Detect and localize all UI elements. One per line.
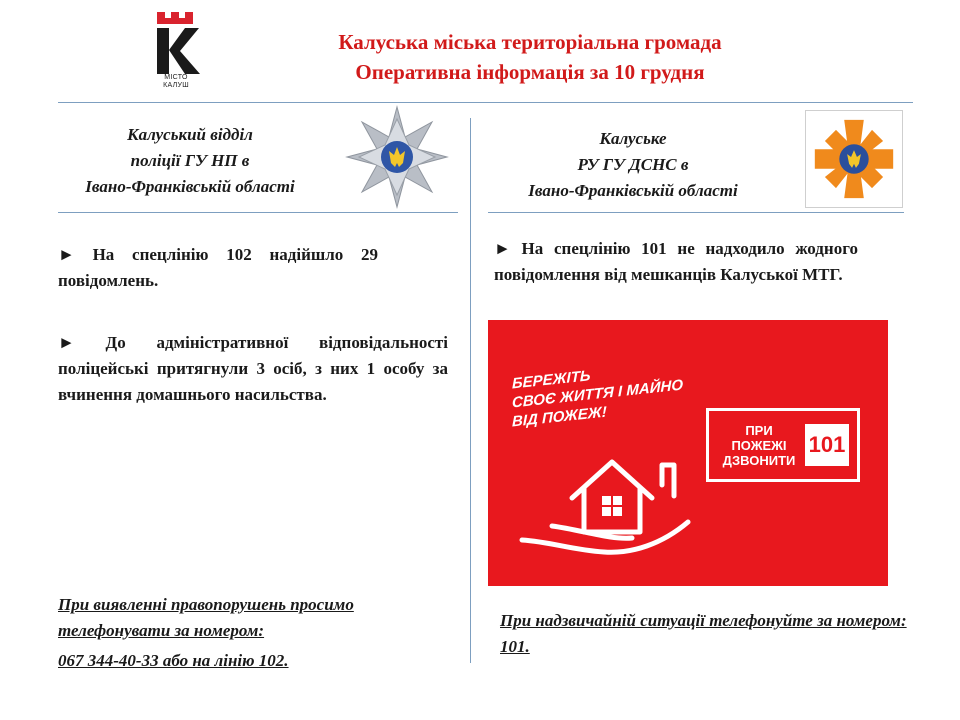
dsns-org-name: Калуське РУ ГУ ДСНС в Івано-Франківській області [528,129,738,200]
dsns-calls-info: ► На спецлінію 101 не надходило жодного повідомлення від мешканців Калуської МТГ. [494,239,858,284]
poster-call-box [706,408,860,482]
column-divider [470,118,471,663]
police-org-name: Калуський відділ поліції ГУ НП в Івано-Франківській області [85,125,295,196]
house-in-hand-icon [512,440,702,560]
poster-emergency-number: 101 [805,424,849,466]
poster-slogan: БЕРЕЖІТЬ СВОЄ ЖИТТЯ І МАЙНО ВІД ПОЖЕЖ! [512,367,683,431]
police-calls-info: ► На спецлінію 102 надійшло 29 повідомлень. [58,245,378,290]
poster-call-text: ПРИ ПОЖЕЖІ ДЗВОНИТИ [722,423,796,468]
police-star-emblem-icon [342,104,452,210]
header-divider [58,102,913,103]
page-subtitle: Оперативна інформація за 10 грудня [355,60,705,84]
police-contact-note: При виявленні правопорушень просимо телефонувати за номером: [58,595,354,640]
page-title: Калуська міська територіальна громада [338,30,722,54]
police-admin-info: ► До адміністративної відповідальності поліцейські притягнули 3 осіб, з них 1 особу за вчинення домашнього насильства. [58,333,448,404]
dsns-cross-emblem-icon [805,110,903,208]
police-contact-number: 067 344-40-33 або на лінію 102. [58,651,289,670]
police-heading-divider [58,212,458,213]
fire-safety-poster [488,320,888,586]
dsns-contact-note: При надзвичайній ситуації телефонуйте за номером: 101. [500,611,907,656]
logo-caption: МІСТО КАЛУШ [163,74,189,89]
dsns-heading-divider [488,212,904,213]
